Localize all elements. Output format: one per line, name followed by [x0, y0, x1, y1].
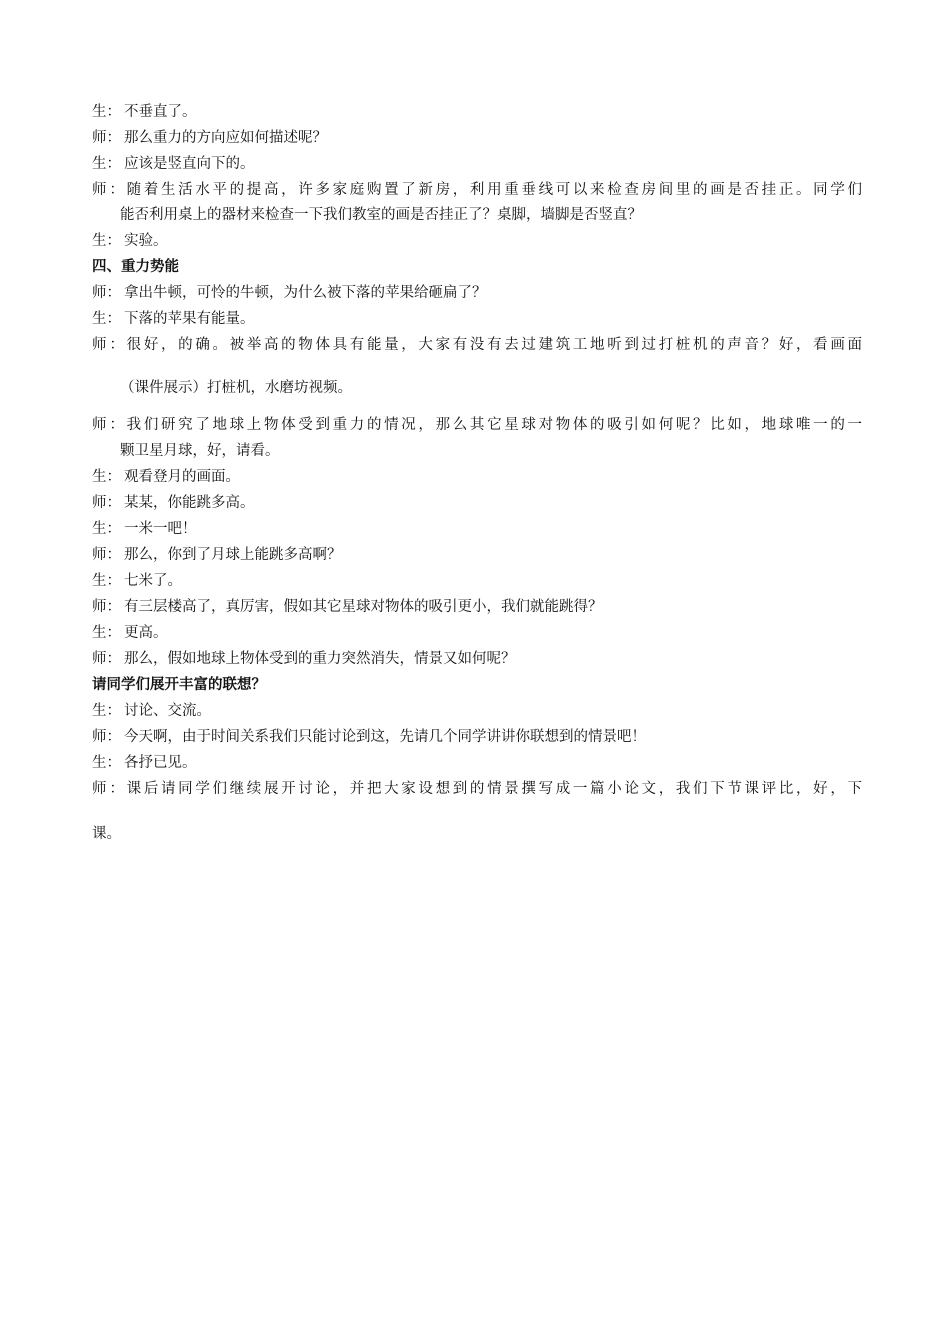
- section-heading: 请同学们展开丰富的联想？: [92, 677, 266, 693]
- line-continuation: （课件展示）打桩机，水磨坊视频。: [120, 380, 352, 396]
- dialogue-line: [92, 700, 872, 722]
- line-text: 实验。: [124, 233, 168, 249]
- speaker-label: 生：: [92, 156, 121, 172]
- dialogue-line: [92, 282, 872, 304]
- dialogue-line: [92, 622, 872, 644]
- speaker-label: 生：: [92, 233, 121, 249]
- speaker-label: 生：: [92, 625, 121, 641]
- dialogue-line: [92, 726, 872, 748]
- speaker-label: 生：: [92, 521, 121, 537]
- speaker-label: 生：: [92, 755, 121, 771]
- line-text: 更高。: [124, 625, 168, 641]
- speaker-label: 师：: [92, 729, 121, 745]
- line-continuation: 能否利用桌上的器材来检查一下我们教室的画是否挂正了？桌脚，墙脚是否竖直？: [120, 207, 642, 223]
- line-text: 下落的苹果有能量。: [124, 311, 255, 327]
- dialogue-line: [92, 153, 872, 175]
- dialogue-line: [92, 101, 872, 123]
- dialogue-line: [92, 127, 872, 149]
- line-text: 拿出牛顿，可怜的牛顿，为什么被下落的苹果给砸扁了？: [124, 285, 487, 301]
- speaker-label: 师：: [92, 285, 121, 301]
- dialogue-line: [92, 544, 872, 566]
- line-text: 观看登月的画面。: [124, 469, 240, 485]
- dialogue-line: [92, 466, 872, 488]
- speaker-label: 生：: [92, 469, 121, 485]
- dialogue-line: [92, 414, 862, 436]
- section-heading: 四、重力势能: [92, 259, 179, 275]
- line-text: 随着生活水平的提高，许多家庭购置了新房，利用重垂线可以来检查房间里的画是否挂正。同学们: [124, 182, 862, 198]
- speaker-label: 师：: [92, 599, 121, 615]
- speaker-label: 生：: [92, 104, 121, 120]
- line-continuation: 颗卫星月球，好，请看。: [120, 443, 280, 459]
- line-text: 那么重力的方向应如何描述呢？: [124, 130, 327, 146]
- dialogue-line: [92, 230, 872, 252]
- line-text: 很好，的确。被举高的物体具有能量，大家有没有去过建筑工地听到过打桩机的声音？好，看画面: [124, 337, 862, 353]
- line-text: 今天啊，由于时间关系我们只能讨论到这，先请几个同学讲讲你联想到的情景吧！: [124, 729, 646, 745]
- dialogue-line: [92, 570, 872, 592]
- line-text: 七米了。: [124, 573, 182, 589]
- dialogue-line: [92, 492, 872, 514]
- line-text: 课后请同学们继续展开讨论，并把大家设想到的情景撰写成一篇小论文，我们下节课评比，好，下: [124, 781, 862, 797]
- speaker-label: 师：: [92, 182, 124, 198]
- line-text: 那么，你到了月球上能跳多高啊？: [124, 547, 342, 563]
- line-text: 各抒已见。: [124, 755, 197, 771]
- dialogue-line: [92, 308, 872, 330]
- speaker-label: 师：: [92, 547, 121, 563]
- line-text: 某某，你能跳多高。: [124, 495, 255, 511]
- speaker-label: 师：: [92, 337, 124, 353]
- line-text: 有三层楼高了，真厉害，假如其它星球对物体的吸引更小，我们就能跳得？: [124, 599, 603, 615]
- speaker-label: 师：: [92, 495, 121, 511]
- speaker-label: 生：: [92, 573, 121, 589]
- dialogue-line: [92, 334, 862, 356]
- line-text: 讨论、交流。: [124, 703, 211, 719]
- dialogue-line: [92, 518, 872, 540]
- line-text: 我们研究了地球上物体受到重力的情况，那么其它星球对物体的吸引如何呢？比如，地球唯一的一: [124, 417, 862, 433]
- line-continuation: 课。: [92, 826, 121, 842]
- line-text: 不垂直了。: [124, 104, 197, 120]
- line-text: 一米一吧！: [124, 521, 197, 537]
- dialogue-line: [92, 752, 872, 774]
- speaker-label: 生：: [92, 703, 121, 719]
- dialogue-line: [92, 179, 862, 201]
- speaker-label: 师：: [92, 417, 124, 433]
- speaker-label: 生：: [92, 311, 121, 327]
- line-text: 应该是竖直向下的。: [124, 156, 255, 172]
- speaker-label: 师：: [92, 651, 121, 667]
- dialogue-line: [92, 648, 872, 670]
- speaker-label: 师：: [92, 130, 121, 146]
- dialogue-line: [92, 778, 862, 800]
- dialogue-line: [92, 596, 872, 618]
- speaker-label: 师：: [92, 781, 124, 797]
- line-text: 那么，假如地球上物体受到的重力突然消失，情景又如何呢？: [124, 651, 516, 667]
